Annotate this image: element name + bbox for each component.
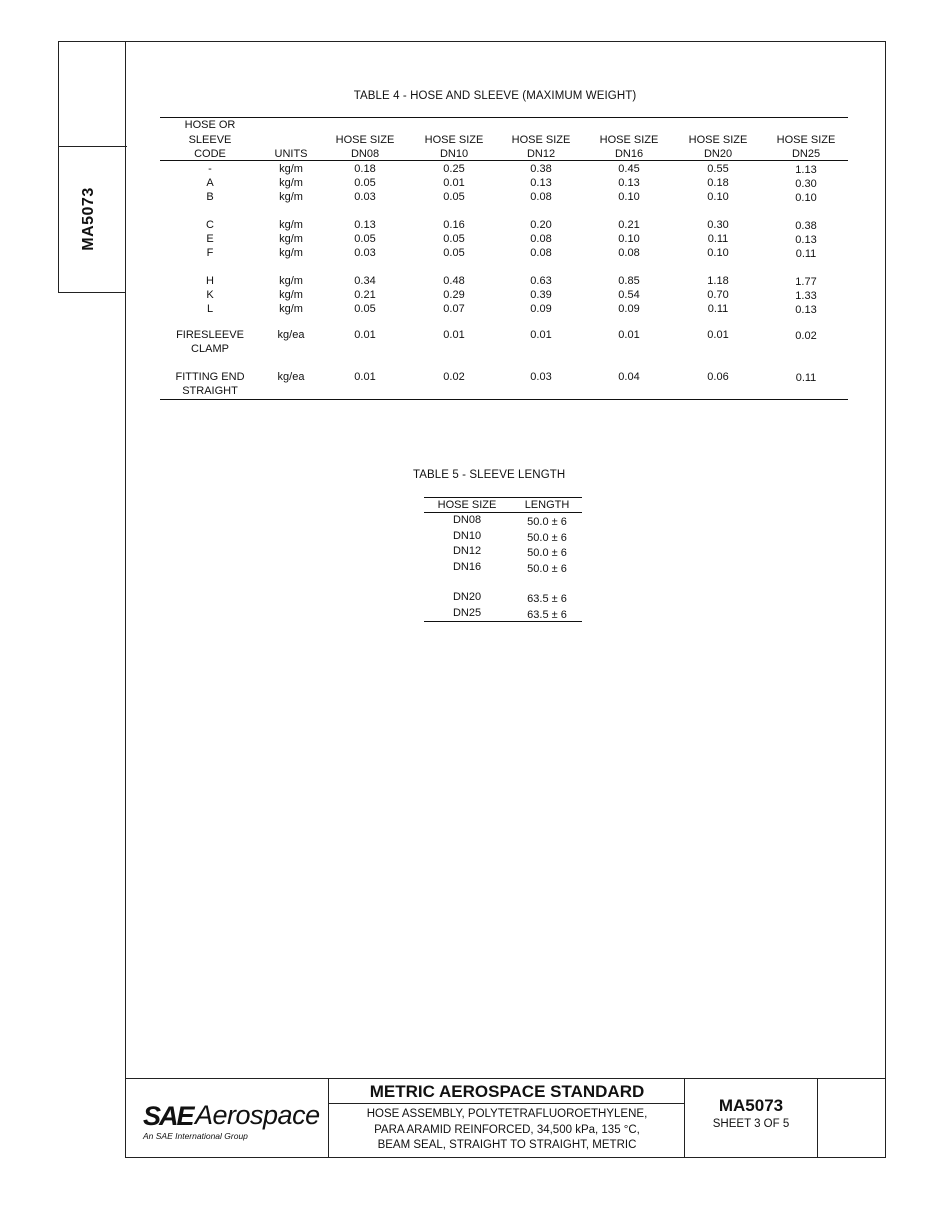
table4-cell-units: kg/m	[279, 289, 303, 301]
table5-top-rule	[424, 497, 582, 498]
table4-cell-value: 0.01	[443, 329, 465, 341]
title-block-mid-rule	[328, 1103, 684, 1104]
table4-header-size: HOSE SIZE	[599, 134, 659, 146]
table4-cell-value: 0.06	[707, 371, 729, 383]
table4-header-size: DN08	[350, 148, 380, 160]
logo-tagline: An SAE International Group	[143, 1131, 248, 1141]
table4-cell-value: 0.13	[795, 304, 817, 316]
aerospace-logo-text: Aerospace	[195, 1100, 320, 1130]
table4-cell-value: 0.09	[530, 303, 552, 315]
table4-cell-value: 0.18	[707, 177, 729, 189]
table5-cell-length: 50.0 ± 6	[527, 532, 567, 544]
table4-cell-value: 0.63	[530, 275, 552, 287]
table4-cell-value: 0.01	[530, 329, 552, 341]
table4-cell-value: 1.33	[795, 290, 817, 302]
table4-cell-value: 0.38	[530, 163, 552, 175]
table5-cell-size: DN16	[452, 561, 482, 573]
table4-cell-value: 0.08	[530, 233, 552, 245]
table4-cell-value: 1.18	[707, 275, 729, 287]
table4-cell-value: 0.11	[707, 233, 729, 245]
table4-cell-value: 0.45	[618, 163, 640, 175]
table4-cell-value: 0.10	[618, 233, 640, 245]
table4-cell-value: 0.48	[443, 275, 465, 287]
table4-cell-code: A	[206, 177, 214, 189]
table4-cell-value: 0.18	[354, 163, 376, 175]
table4-header-size: DN16	[614, 148, 644, 160]
table4-cell-code: H	[206, 275, 214, 287]
table4-cell-value: 0.05	[354, 303, 376, 315]
table4-cell-value: 0.01	[354, 371, 376, 383]
table4-header-code: SLEEVE	[188, 133, 232, 146]
table4-cell-value: 0.03	[530, 371, 552, 383]
table4-cell-value: 0.08	[618, 247, 640, 259]
document-number: MA5073	[718, 1096, 784, 1115]
description-line: PARA ARAMID REINFORCED, 34,500 kPa, 135 °C,	[374, 1123, 640, 1136]
table4-cell-units: kg/ea	[277, 371, 305, 383]
table5-cell-size: DN08	[452, 514, 482, 526]
table4-cell-value: 0.70	[707, 289, 729, 301]
table4-cell-value: 1.77	[795, 276, 817, 288]
table4-cell-code: F	[206, 247, 214, 259]
table4-header-size: HOSE SIZE	[688, 134, 748, 146]
table4-cell-value: 0.01	[354, 329, 376, 341]
table5-header: LENGTH	[524, 499, 570, 511]
table4-header-code: HOSE OR	[184, 119, 236, 131]
table4-cell-code: -	[208, 163, 212, 175]
table4-cell-value: 0.13	[530, 177, 552, 189]
side-document-number: MA5073	[80, 187, 97, 251]
table4-cell-units: kg/m	[279, 219, 303, 231]
table4-cell-code: B	[206, 191, 214, 203]
table4-cell-value: 0.13	[795, 234, 817, 246]
table5-header: HOSE SIZE	[437, 499, 497, 511]
table4-header-size: HOSE SIZE	[335, 134, 395, 146]
table4-cell-code: E	[206, 233, 214, 245]
table4-cell-value: 0.21	[618, 219, 640, 231]
table4-cell-code: L	[206, 303, 214, 315]
table5-cell-length: 50.0 ± 6	[527, 516, 567, 528]
table4-cell-value: 0.01	[443, 177, 465, 189]
table4-cell-value: 0.10	[618, 191, 640, 203]
table5-cell-size: DN12	[452, 545, 482, 557]
table5-cell-length: 50.0 ± 6	[527, 563, 567, 575]
description-line: HOSE ASSEMBLY, POLYTETRAFLUOROETHYLENE,	[366, 1108, 648, 1120]
table4-header-units: UNITS	[274, 148, 308, 160]
table4-cell-value: 0.10	[795, 192, 817, 204]
table4-cell-value: 0.13	[618, 177, 640, 189]
table4-header-size: HOSE SIZE	[776, 134, 836, 146]
table4-cell-value: 0.05	[354, 177, 376, 189]
table4-cell-value: 0.07	[443, 303, 465, 315]
table4-cell-code: FIRESLEEVE	[176, 329, 244, 341]
table4-header-size: DN10	[439, 148, 469, 160]
table4-cell-code: FITTING END	[175, 371, 245, 383]
table4-cell-value: 0.03	[354, 247, 376, 259]
table4-cell-value: 0.11	[707, 303, 729, 315]
table4-cell-value: 0.10	[707, 247, 729, 259]
table4-cell-value: 0.04	[618, 371, 640, 383]
table5-cell-length: 63.5 ± 6	[527, 593, 567, 605]
table4-cell-value: 0.25	[443, 163, 465, 175]
table4-cell-code: CLAMP	[191, 343, 229, 355]
table4-cell-value: 0.09	[618, 303, 640, 315]
table4-cell-value: 0.05	[443, 247, 465, 259]
table4-cell-value: 0.10	[707, 191, 729, 203]
table4-cell-value: 0.30	[795, 178, 817, 190]
standard-title: METRIC AEROSPACE STANDARD	[369, 1082, 645, 1101]
table4-cell-value: 0.39	[530, 289, 552, 301]
table4-cell-value: 0.55	[707, 163, 729, 175]
table4-cell-code: STRAIGHT	[182, 385, 238, 397]
table4-cell-units: kg/ea	[277, 329, 305, 341]
table4-cell-units: kg/m	[279, 303, 303, 315]
table5-cell-length: 63.5 ± 6	[527, 609, 567, 621]
table4-cell-value: 0.34	[354, 275, 376, 287]
table4-cell-value: 0.02	[443, 371, 465, 383]
standard-description	[329, 1107, 685, 1154]
table4-header-size: DN25	[791, 148, 821, 160]
sheet-number: SHEET 3 OF 5	[712, 1118, 790, 1130]
table4-cell-value: 0.08	[530, 191, 552, 203]
table4-top-rule	[160, 117, 848, 118]
table4-header-size: DN12	[526, 148, 556, 160]
table4-cell-value: 0.11	[795, 372, 817, 384]
table5-title: TABLE 5 - SLEEVE LENGTH	[413, 469, 566, 481]
table4-cell-value: 0.29	[443, 289, 465, 301]
table4-cell-units: kg/m	[279, 191, 303, 203]
table4-cell-units: kg/m	[279, 177, 303, 189]
table5-cell-length: 50.0 ± 6	[527, 547, 567, 559]
table4-cell-value: 0.11	[795, 248, 817, 260]
table4-cell-value: 0.05	[443, 233, 465, 245]
table4-cell-value: 0.20	[530, 219, 552, 231]
table4-cell-code: K	[206, 289, 214, 301]
table4-bottom-rule	[160, 399, 848, 400]
table4-header-size: HOSE SIZE	[424, 134, 484, 146]
table4-cell-value: 0.16	[443, 219, 465, 231]
side-strip	[58, 41, 126, 293]
table4-cell-value: 1.13	[795, 164, 817, 176]
table4-cell-value: 0.13	[354, 219, 376, 231]
table4-cell-value: 0.05	[443, 191, 465, 203]
description-line: BEAM SEAL, STRAIGHT TO STRAIGHT, METRIC	[377, 1139, 637, 1151]
table4-cell-units: kg/m	[279, 247, 303, 259]
table4-cell-value: 0.01	[618, 329, 640, 341]
table4-header-size: HOSE SIZE	[511, 134, 571, 146]
title-block-top-rule	[125, 1078, 886, 1079]
table4-cell-units: kg/m	[279, 163, 303, 175]
table4-cell-value: 0.54	[618, 289, 640, 301]
table5-cell-size: DN25	[452, 607, 482, 619]
table4-header-code: CODE	[194, 148, 226, 160]
title-block-divider	[817, 1078, 818, 1158]
table4-cell-units: kg/m	[279, 233, 303, 245]
table4-cell-value: 0.02	[795, 330, 817, 342]
table4-title: TABLE 4 - HOSE AND SLEEVE (MAXIMUM WEIGHT)	[353, 90, 637, 102]
table5-cell-size: DN20	[452, 591, 482, 603]
table4-cell-value: 0.03	[354, 191, 376, 203]
table4-cell-value: 0.08	[530, 247, 552, 259]
table4-cell-value: 0.30	[707, 219, 729, 231]
table4-cell-value: 0.38	[795, 220, 817, 232]
table5-header-rule	[424, 512, 582, 513]
table4-cell-value: 0.85	[618, 275, 640, 287]
table4-cell-value: 0.21	[354, 289, 376, 301]
table4-cell-value: 0.05	[354, 233, 376, 245]
table4-cell-code: C	[206, 219, 214, 231]
table4-cell-units: kg/m	[279, 275, 303, 287]
table4-header-size: DN20	[703, 148, 733, 160]
table5-cell-size: DN10	[452, 530, 482, 542]
sae-logo: SAE	[143, 1101, 193, 1131]
table4-cell-value: 0.01	[707, 329, 729, 341]
